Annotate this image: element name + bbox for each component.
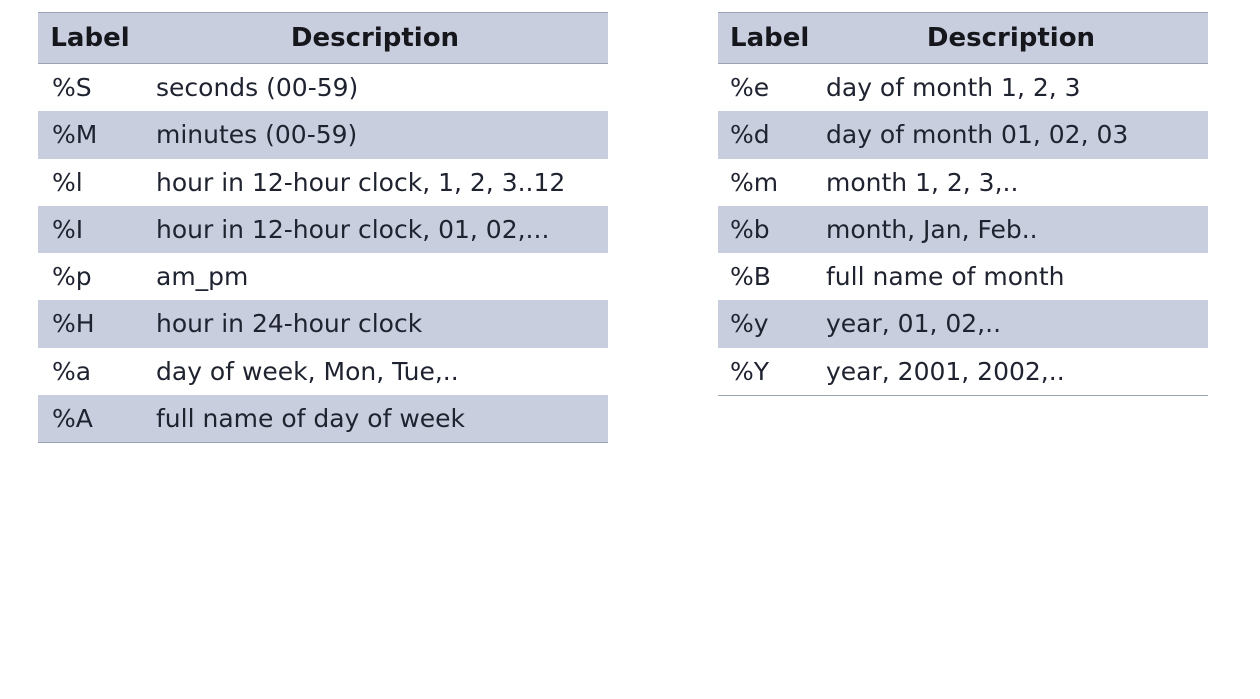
table-row	[718, 206, 1208, 253]
format-description: seconds (00-59)	[156, 73, 359, 102]
table-row	[38, 395, 608, 443]
format-description: am_pm	[156, 262, 249, 291]
format-description: year, 2001, 2002,..	[814, 348, 1208, 396]
table-row	[38, 300, 608, 347]
table-row	[718, 253, 1208, 300]
format-description: month, Jan, Feb..	[814, 206, 1208, 253]
table-row	[718, 111, 1208, 158]
format-description: hour in 12-hour clock, 1, 2, 3..12	[156, 167, 566, 197]
table-row	[718, 159, 1208, 206]
format-label: %B	[730, 262, 771, 291]
table-row	[38, 348, 608, 395]
column-header-description: Description	[142, 13, 608, 64]
format-label: %d	[718, 111, 814, 158]
table-header-row	[38, 13, 608, 64]
table-header-row	[718, 13, 1208, 64]
column-header-description: Description	[814, 13, 1208, 64]
table-row	[718, 348, 1208, 396]
format-label: %I	[38, 206, 142, 253]
table-row	[38, 64, 608, 112]
format-label: %Y	[718, 348, 814, 396]
table-row	[38, 159, 608, 206]
table-row	[718, 64, 1208, 112]
table-row	[38, 111, 608, 158]
format-label: %m	[730, 167, 779, 197]
format-description: day of month 1, 2, 3	[826, 73, 1081, 102]
format-label: %l	[52, 167, 83, 197]
format-label: %p	[52, 262, 92, 291]
format-description: year, 01, 02,..	[814, 300, 1208, 347]
format-label: %e	[730, 73, 770, 102]
format-label: %S	[52, 73, 92, 102]
table-row	[718, 300, 1208, 347]
format-label: %y	[718, 300, 814, 347]
column-header-label: Label	[718, 13, 814, 64]
format-description: minutes (00-59)	[142, 111, 608, 158]
table-row	[38, 253, 608, 300]
column-header-label: Label	[38, 13, 142, 64]
format-label: %H	[38, 300, 142, 347]
format-description: month 1, 2, 3,..	[826, 167, 1019, 197]
format-label: %A	[38, 395, 142, 443]
date-format-table	[718, 12, 1208, 396]
format-label: %M	[38, 111, 142, 158]
format-description: hour in 12-hour clock, 01, 02,...	[142, 206, 608, 253]
format-description: full name of day of week	[142, 395, 608, 443]
format-label: %b	[718, 206, 814, 253]
format-description: full name of month	[826, 262, 1065, 291]
format-description: hour in 24-hour clock	[142, 300, 608, 347]
table-row	[38, 206, 608, 253]
time-format-table	[38, 12, 608, 443]
format-description: day of month 01, 02, 03	[814, 111, 1208, 158]
format-description: day of week, Mon, Tue,..	[156, 356, 459, 386]
format-label: %a	[52, 356, 92, 386]
